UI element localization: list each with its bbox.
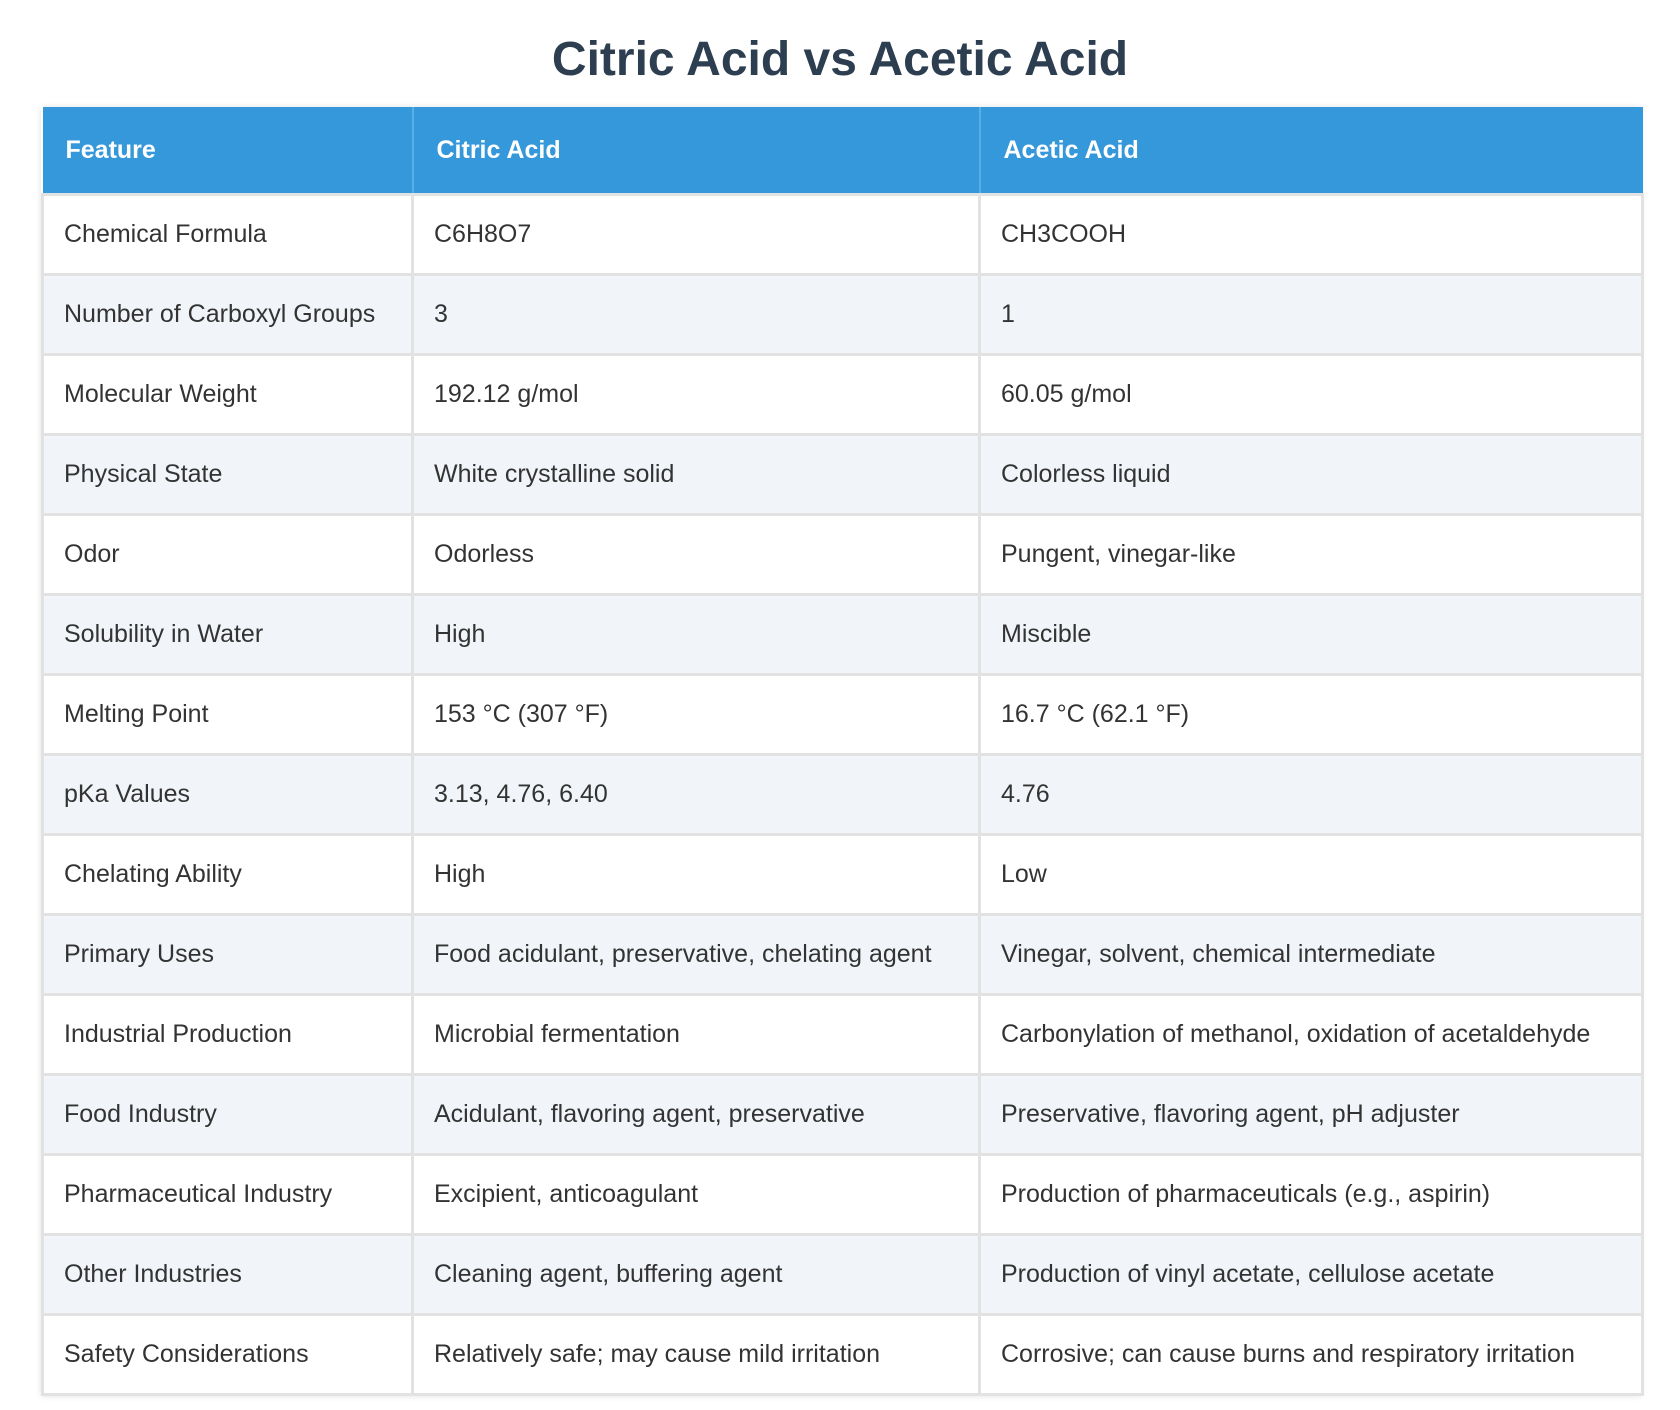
feature-cell: Chemical Formula [43,195,413,275]
table-row [43,835,1643,915]
acetic-acid-cell: Miscible [980,595,1643,675]
citric-acid-cell: Microbial fermentation [413,995,980,1075]
acetic-acid-cell: Production of vinyl acetate, cellulose acetate [980,1235,1643,1315]
feature-cell: Molecular Weight [43,355,413,435]
feature-cell: Chelating Ability [43,835,413,915]
table-row [43,1075,1643,1155]
citric-acid-cell: Acidulant, flavoring agent, preservative [413,1075,980,1155]
citric-acid-cell: High [413,595,980,675]
citric-acid-cell: 3 [413,275,980,355]
table-row [43,1235,1643,1315]
citric-acid-cell: White crystalline solid [413,435,980,515]
table-row [43,995,1643,1075]
feature-cell: Solubility in Water [43,595,413,675]
acetic-acid-cell: 4.76 [980,755,1643,835]
feature-cell: Food Industry [43,1075,413,1155]
header-feature: Feature [43,107,413,195]
acetic-acid-cell: 16.7 °C (62.1 °F) [980,675,1643,755]
acetic-acid-cell: Preservative, flavoring agent, pH adjuster [980,1075,1643,1155]
comparison-table-container [41,107,1641,1396]
citric-acid-cell: 153 °C (307 °F) [413,675,980,755]
acetic-acid-cell: Pungent, vinegar-like [980,515,1643,595]
feature-cell: Odor [43,515,413,595]
page-title: Citric Acid vs Acetic Acid [551,33,1129,86]
citric-acid-cell: Relatively safe; may cause mild irritation [413,1315,980,1395]
acetic-acid-cell: Colorless liquid [980,435,1643,515]
feature-cell: Other Industries [43,1235,413,1315]
header-acetic-acid: Acetic Acid [980,107,1643,195]
acetic-acid-cell: 1 [980,275,1643,355]
citric-acid-cell: 3.13, 4.76, 6.40 [413,755,980,835]
acetic-acid-cell: Vinegar, solvent, chemical intermediate [980,915,1643,995]
header-citric-acid: Citric Acid [413,107,980,195]
acetic-acid-cell: 60.05 g/mol [980,355,1643,435]
feature-cell: pKa Values [43,755,413,835]
citric-acid-cell: 192.12 g/mol [413,355,980,435]
comparison-table [41,107,1644,1396]
feature-cell: Melting Point [43,675,413,755]
feature-cell: Pharmaceutical Industry [43,1155,413,1235]
table-body [43,195,1643,1395]
feature-cell: Number of Carboxyl Groups [43,275,413,355]
table-row [43,915,1643,995]
header-row [43,107,1643,195]
citric-acid-cell: Cleaning agent, buffering agent [413,1235,980,1315]
acetic-acid-cell: Production of pharmaceuticals (e.g., aspirin) [980,1155,1643,1235]
table-row [43,1155,1643,1235]
acetic-acid-cell: CH3COOH [980,195,1643,275]
table-row [43,515,1643,595]
acetic-acid-cell: Corrosive; can cause burns and respiratory irritation [980,1315,1643,1395]
citric-acid-cell: Food acidulant, preservative, chelating agent [413,915,980,995]
citric-acid-cell: C6H8O7 [413,195,980,275]
table-row [43,435,1643,515]
table-row [43,195,1643,275]
table-row [43,355,1643,435]
table-header [43,107,1643,195]
feature-cell: Safety Considerations [43,1315,413,1395]
citric-acid-cell: Odorless [413,515,980,595]
feature-cell: Industrial Production [43,995,413,1075]
acetic-acid-cell: Low [980,835,1643,915]
citric-acid-cell: High [413,835,980,915]
table-row [43,275,1643,355]
acetic-acid-cell: Carbonylation of methanol, oxidation of acetaldehyde [980,995,1643,1075]
table-row [43,595,1643,675]
feature-cell: Physical State [43,435,413,515]
table-row [43,675,1643,755]
feature-cell: Primary Uses [43,915,413,995]
table-row [43,1315,1643,1395]
citric-acid-cell: Excipient, anticoagulant [413,1155,980,1235]
table-row [43,755,1643,835]
